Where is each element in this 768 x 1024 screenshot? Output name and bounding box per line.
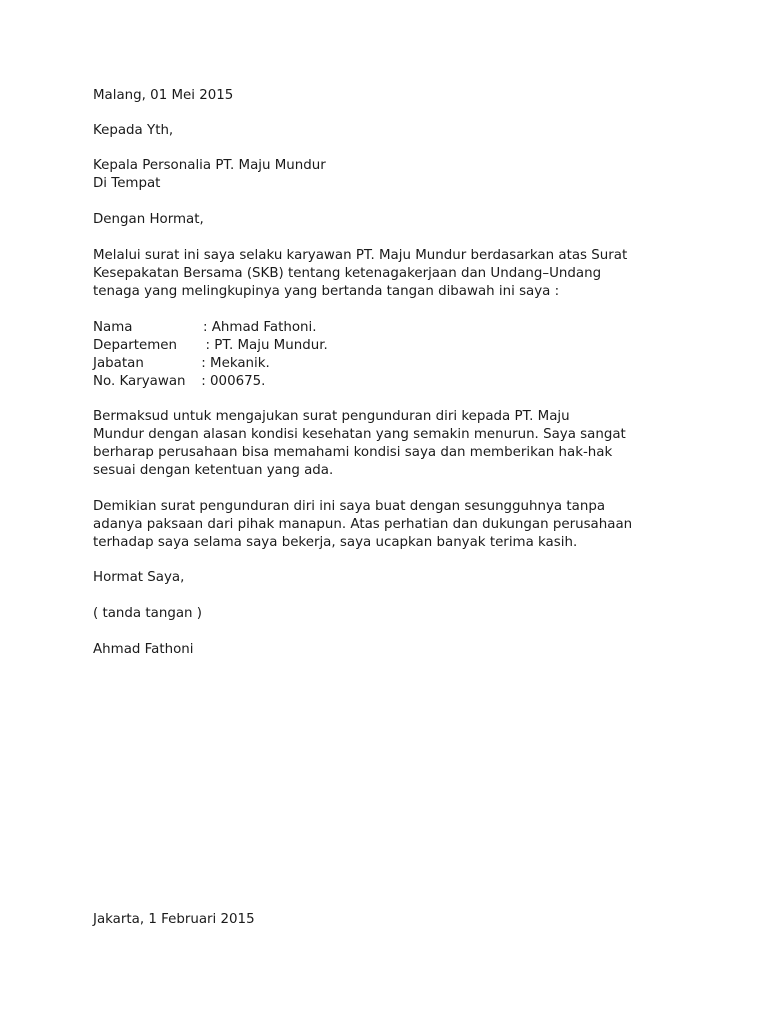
signer-name: Ahmad Fathoni	[93, 642, 194, 657]
body-line: sesuai dengan ketentuan yang ada.	[93, 463, 334, 478]
recipient-line: Di Tempat	[93, 176, 161, 191]
place-date: Malang, 01 Mei 2015	[93, 88, 234, 103]
closing: Hormat Saya,	[93, 570, 185, 585]
intro-line: Melalui surat ini saya selaku karyawan PT. Maju Mundur berdasarkan atas Surat	[93, 248, 628, 263]
signature-placeholder: ( tanda tangan )	[93, 606, 203, 621]
detail-label: Jabatan	[93, 356, 144, 371]
detail-row	[93, 373, 265, 391]
detail-value: : 000675.	[197, 374, 266, 389]
detail-label: Departemen	[93, 338, 178, 353]
detail-label: No. Karyawan	[93, 374, 186, 389]
closing-paragraph-line: Demikian surat pengunduran diri ini saya buat dengan sesungguhnya tanpa	[93, 499, 606, 514]
footer-place-date: Jakarta, 1 Februari 2015	[93, 912, 255, 927]
intro-line: tenaga yang melingkupinya yang bertanda tangan dibawah ini saya :	[93, 284, 560, 299]
body-line: berharap perusahaan bisa memahami kondisi saya dan memberikan hak-hak	[93, 445, 613, 460]
detail-label: Nama	[93, 320, 133, 335]
detail-value: : Ahmad Fathoni.	[203, 320, 317, 335]
detail-row	[93, 337, 328, 355]
closing-paragraph-line: adanya paksaan dari pihak manapun. Atas perhatian dan dukungan perusahaan	[93, 517, 633, 532]
intro-line: Kesepakatan Bersama (SKB) tentang ketenagakerjaan dan Undang–Undang	[93, 266, 602, 281]
greeting: Dengan Hormat,	[93, 212, 204, 227]
detail-value: : Mekanik.	[197, 356, 270, 371]
detail-row	[93, 319, 317, 337]
recipient-line: Kepala Personalia PT. Maju Mundur	[93, 158, 326, 173]
detail-row	[93, 355, 270, 373]
body-line: Bermaksud untuk mengajukan surat pengunduran diri kepada PT. Maju	[93, 409, 570, 424]
salutation-to: Kepada Yth,	[93, 123, 174, 138]
closing-paragraph-line: terhadap saya selama saya bekerja, saya ucapkan banyak terima kasih.	[93, 535, 578, 550]
body-line: Mundur dengan alasan kondisi kesehatan yang semakin menurun. Saya sangat	[93, 427, 626, 442]
detail-value: : PT. Maju Mundur.	[197, 338, 328, 353]
